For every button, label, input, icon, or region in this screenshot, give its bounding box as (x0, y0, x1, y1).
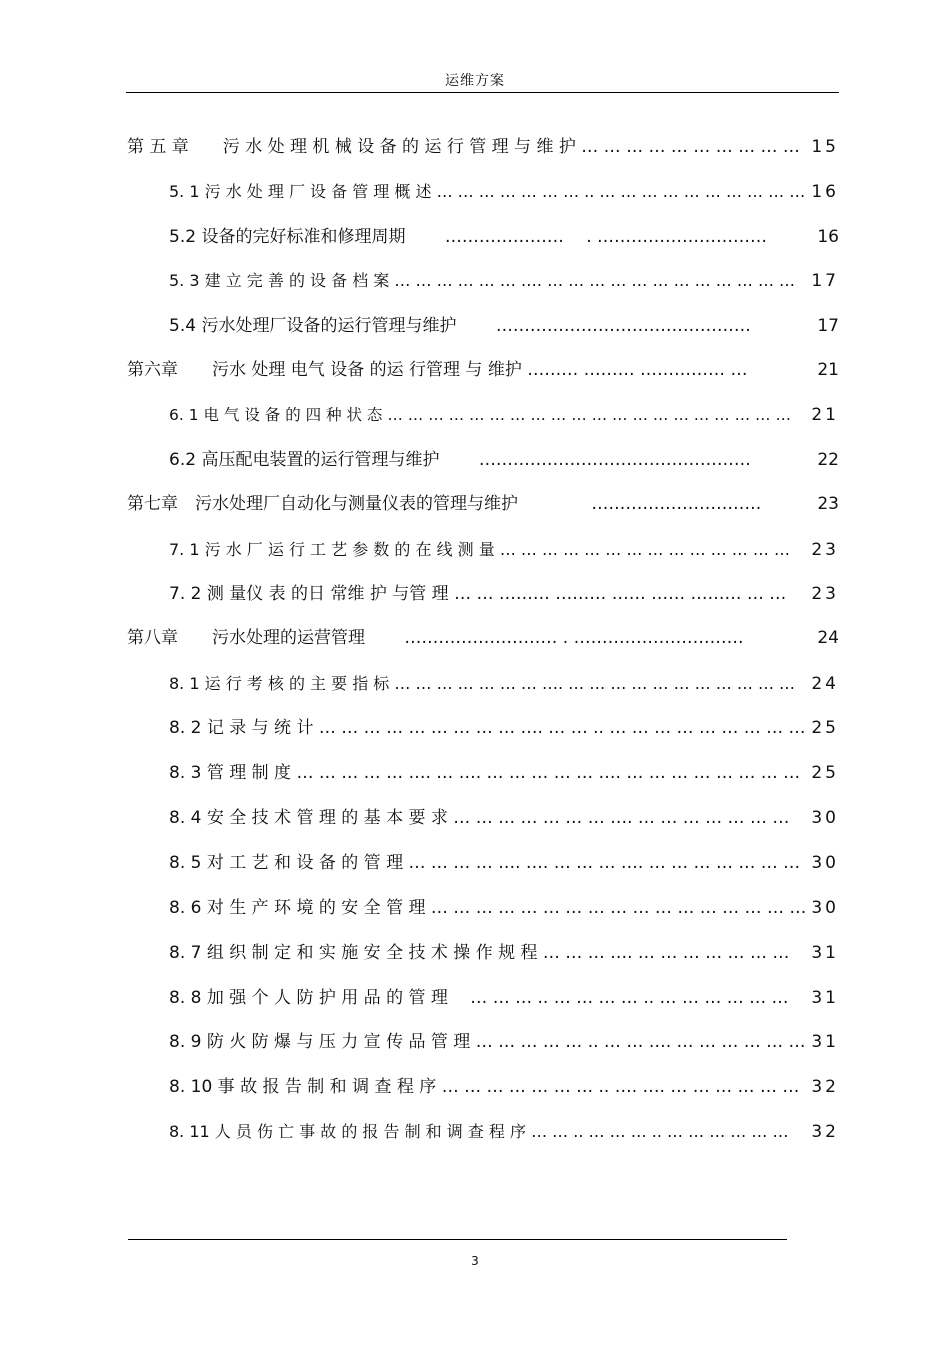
toc-entry-page-number: 22 (817, 450, 839, 470)
toc-entry-page-number: 21 (817, 360, 839, 380)
toc-entry-label: 8. 8 加 强 个 人 防 护 用 品 的 管 理 … … … .. … … … … .. … … … … … … (169, 988, 789, 1008)
toc-entry-label: 8. 5 对 工 艺 和 设 备 的 管 理 … … … … …. …. … … … …. … … … … … … … (169, 853, 801, 873)
toc-entry-page-number: 32 (811, 1077, 839, 1097)
toc-entry-page-number: 30 (811, 853, 839, 873)
toc-section-entry[interactable] (0, 895, 950, 921)
toc-entry-label: 8. 3 管 理 制 度 … … … … … …. … …. … … … … … …. … … … … … … … … (169, 763, 801, 783)
toc-entry-page-number: 25 (811, 718, 839, 738)
toc-section-entry[interactable] (0, 805, 950, 831)
toc-entry-page-number: 31 (811, 943, 839, 963)
toc-section-entry[interactable] (0, 850, 950, 876)
toc-entry-label: 8. 4 安 全 技 术 管 理 的 基 本 要 求 … … … … … … … …. … … … … … … … (169, 808, 790, 828)
header-title: 运维方案 (445, 73, 505, 89)
toc-entry-label: 5.2 设备的完好标准和修理周期 ………………… . ………………………… (169, 227, 768, 247)
toc-entry-page-number: 17 (811, 271, 839, 291)
toc-entry-page-number: 31 (811, 1032, 839, 1052)
toc-entry-page-number: 21 (811, 405, 839, 425)
toc-section-entry[interactable] (0, 313, 950, 339)
toc-entry-page-number: 30 (811, 898, 839, 918)
toc-entry-page-number: 23 (811, 584, 839, 604)
toc-section-entry[interactable] (0, 537, 950, 563)
toc-entry-page-number: 23 (811, 540, 839, 560)
toc-entry-page-number: 31 (811, 988, 839, 1008)
header-rule (126, 92, 839, 93)
toc-entry-page-number: 24 (811, 674, 839, 694)
toc-section-entry[interactable] (0, 940, 950, 966)
toc-chapter-entry[interactable] (0, 357, 950, 383)
toc-entry-page-number: 25 (811, 763, 839, 783)
toc-section-entry[interactable] (0, 224, 950, 250)
toc-entry-page-number: 16 (817, 227, 839, 247)
toc-entry-label: 7. 2 测 量仪 表 的日 常维 护 与管 理 … … ……… ……… …… …… ……… … … (169, 584, 787, 604)
toc-section-entry[interactable] (0, 179, 950, 205)
toc-section-entry[interactable] (0, 1029, 950, 1055)
toc-entry-label: 第 五 章 污 水 处 理 机 械 设 备 的 运 行 管 理 与 维 护 … … … … … … … … … … (127, 137, 800, 157)
toc-entry-page-number: 17 (817, 316, 839, 336)
toc-section-entry[interactable] (0, 268, 950, 294)
page-number: 3 (471, 1254, 479, 1268)
toc-entry-label: 8. 1 运 行 考 核 的 主 要 指 标 … … … … … … … …. … … … … … … … … … … … (169, 674, 796, 693)
toc-chapter-entry[interactable] (0, 625, 950, 651)
toc-entry-label: 8. 7 组 织 制 定 和 实 施 安 全 技 术 操 作 规 程 … … … …. … … … … … … … (169, 943, 790, 963)
toc-entry-label: 5.4 污水处理厂设备的运行管理与维护 ……………………………………… (169, 316, 751, 336)
toc-entry-page-number: 23 (817, 494, 839, 514)
toc-entry-page-number: 32 (811, 1122, 839, 1142)
toc-section-entry[interactable] (0, 1119, 950, 1145)
toc-section-entry[interactable] (0, 447, 950, 473)
toc-entry-label: 第六章 污水 处理 电气 设备 的运 行管理 与 维护 ……… ……… …………… … (127, 360, 748, 380)
toc-section-entry[interactable] (0, 985, 950, 1011)
toc-entry-label: 5. 1 污 水 处 理 厂 设 备 管 理 概 述 … … … … … … … .. … … … … … … … … … … (169, 182, 806, 201)
toc-chapter-entry[interactable] (0, 491, 950, 517)
toc-entry-label: 8. 10 事 故 报 告 制 和 调 查 程 序 … … … … … … … .. …. …. … … … … … … (169, 1077, 800, 1097)
toc-entry-label: 8. 9 防 火 防 爆 与 压 力 宣 传 品 管 理 … … … … … .. … … …. … … … … … … (169, 1032, 806, 1052)
toc-section-entry[interactable] (0, 402, 950, 428)
toc-entry-label: 6. 1 电 气 设 备 的 四 种 状 态 … … … … … … … … … … … … … … … … … … … … (169, 406, 791, 424)
toc-entry-label: 6.2 高压配电装置的运行管理与维护 ………………………………………… (169, 450, 751, 470)
toc-entry-label: 第七章 污水处理厂自动化与测量仪表的管理与维护 ………………………… (127, 494, 762, 514)
toc-entry-label: 8. 6 对 生 产 环 境 的 安 全 管 理 … … … … … … … … … … … … … … … … … (169, 898, 807, 918)
toc-entry-label: 第八章 污水处理的运营管理 ……………………… . ………………………… (127, 628, 744, 648)
toc-entry-label: 8. 11 人 员 伤 亡 事 故 的 报 告 制 和 调 查 程 序 … … .. … … … .. … … … … … … (169, 1122, 789, 1141)
toc-section-entry[interactable] (0, 1074, 950, 1100)
toc-entry-page-number: 16 (811, 182, 839, 202)
toc-section-entry[interactable] (0, 715, 950, 741)
toc-entry-label: 5. 3 建 立 完 善 的 设 备 档 案 … … … … … … …. … … … … … … … … … … … … (169, 271, 796, 290)
footer-rule (128, 1239, 787, 1240)
toc-section-entry[interactable] (0, 671, 950, 697)
toc-entry-label: 7. 1 污 水 厂 运 行 工 艺 参 数 的 在 线 测 量 … … … … … … … … … … … … … … (169, 540, 790, 559)
toc-entry-label: 8. 2 记 录 与 统 计 … … … … … … … … … …. … … .. … … … … … … … … … (169, 718, 806, 738)
toc-chapter-entry[interactable] (0, 134, 950, 160)
toc-section-entry[interactable] (0, 581, 950, 607)
toc-section-entry[interactable] (0, 760, 950, 786)
toc-entry-page-number: 30 (811, 808, 839, 828)
toc-entry-page-number: 15 (811, 137, 839, 157)
toc-entry-page-number: 24 (817, 628, 839, 648)
